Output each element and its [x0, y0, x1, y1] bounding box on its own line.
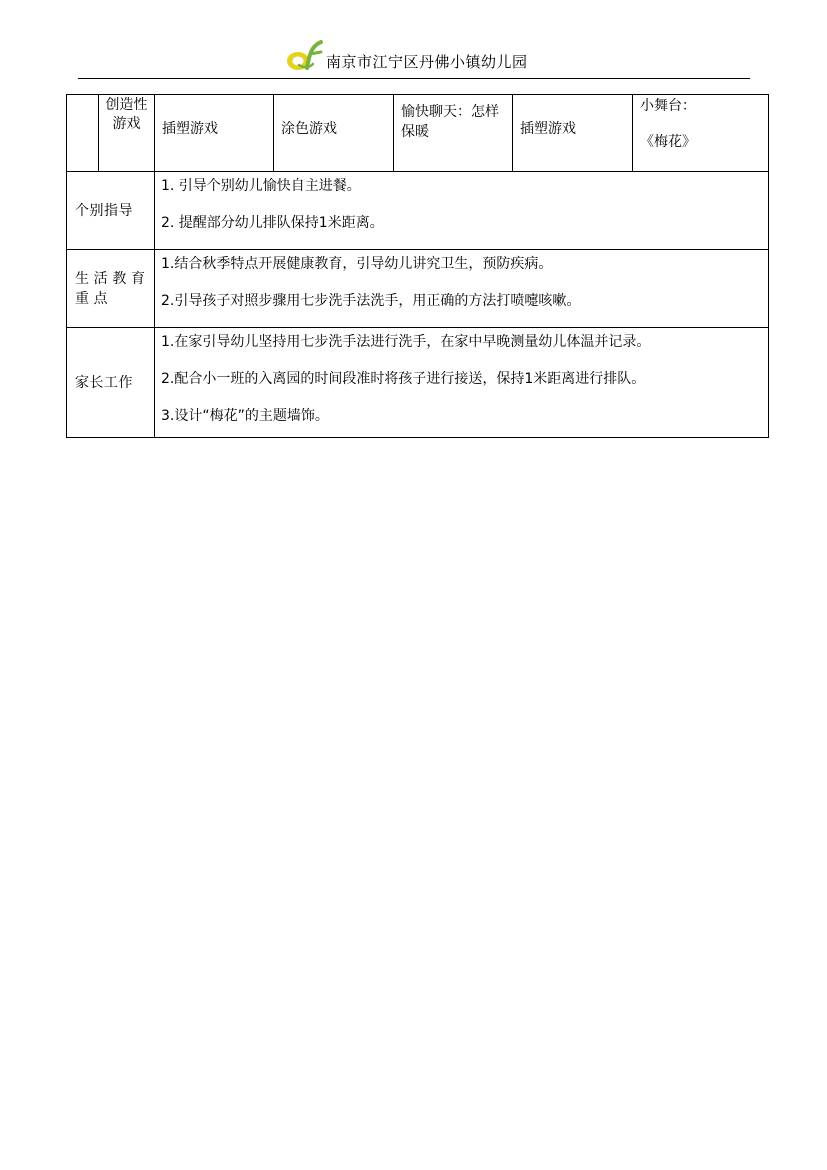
- row-label-parent-work: [67, 328, 155, 438]
- parent-work-content: [155, 328, 769, 438]
- list-item: 1.结合秋季特点开展健康教育，引导幼儿讲究卫生，预防疾病。: [161, 256, 553, 272]
- stage-subtitle: 《梅花》: [640, 134, 696, 150]
- list-item: 2.引导孩子对照步骤用七步洗手法洗手，用正确的方法打喷嚏咳嗽。: [161, 293, 581, 309]
- parent-work-row: [67, 328, 769, 438]
- category-label: [99, 95, 155, 172]
- game-cell-5: [633, 95, 769, 172]
- list-item: 1.在家引导幼儿坚持用七步洗手法进行洗手，在家中早晚测量幼儿体温并记录。: [161, 334, 651, 350]
- individual-guidance-row: [67, 172, 769, 250]
- blank-cell: [67, 95, 99, 172]
- life-education-content: [155, 250, 769, 328]
- creative-games-row: [67, 95, 769, 172]
- row-label-guidance: [67, 172, 155, 250]
- game-text: 涂色游戏: [281, 121, 337, 137]
- game-text: 插塑游戏: [162, 121, 218, 137]
- category-text: 创造性游戏: [105, 97, 148, 132]
- row-label-life-education: [67, 250, 155, 328]
- guidance-content: [155, 172, 769, 250]
- row-label-text: 生活教育: [75, 270, 145, 287]
- list-item: 2. 提醒部分幼儿排队保持1米距离。: [161, 215, 384, 231]
- game-text: 愉快聊天：怎样保暖: [401, 104, 499, 140]
- game-text: 插塑游戏: [520, 121, 576, 137]
- life-education-row: [67, 250, 769, 328]
- row-label-text: 个别指导: [75, 202, 133, 219]
- game-cell-4: [513, 95, 633, 172]
- header-divider: [78, 78, 750, 79]
- game-cell-3: [394, 95, 513, 172]
- kindergarten-logo-icon: [285, 38, 325, 72]
- weekly-plan-table: [66, 94, 769, 438]
- list-item: 3.设计“梅花”的主题墙饰。: [161, 408, 329, 424]
- list-item: 2.配合小一班的入离园的时间段准时将孩子进行接送，保持1米距离进行排队。: [161, 371, 646, 387]
- game-cell-1: [155, 95, 274, 172]
- school-name: 南京市江宁区丹佛小镇幼儿园: [326, 53, 528, 71]
- game-cell-2: [274, 95, 394, 172]
- page-header: [0, 38, 827, 78]
- stage-title: 小舞台：: [640, 98, 696, 114]
- list-item: 1. 引导个别幼儿愉快自主进餐。: [161, 178, 361, 194]
- row-label-text: 家长工作: [75, 374, 133, 391]
- row-label-text-2: 重 点: [75, 290, 108, 307]
